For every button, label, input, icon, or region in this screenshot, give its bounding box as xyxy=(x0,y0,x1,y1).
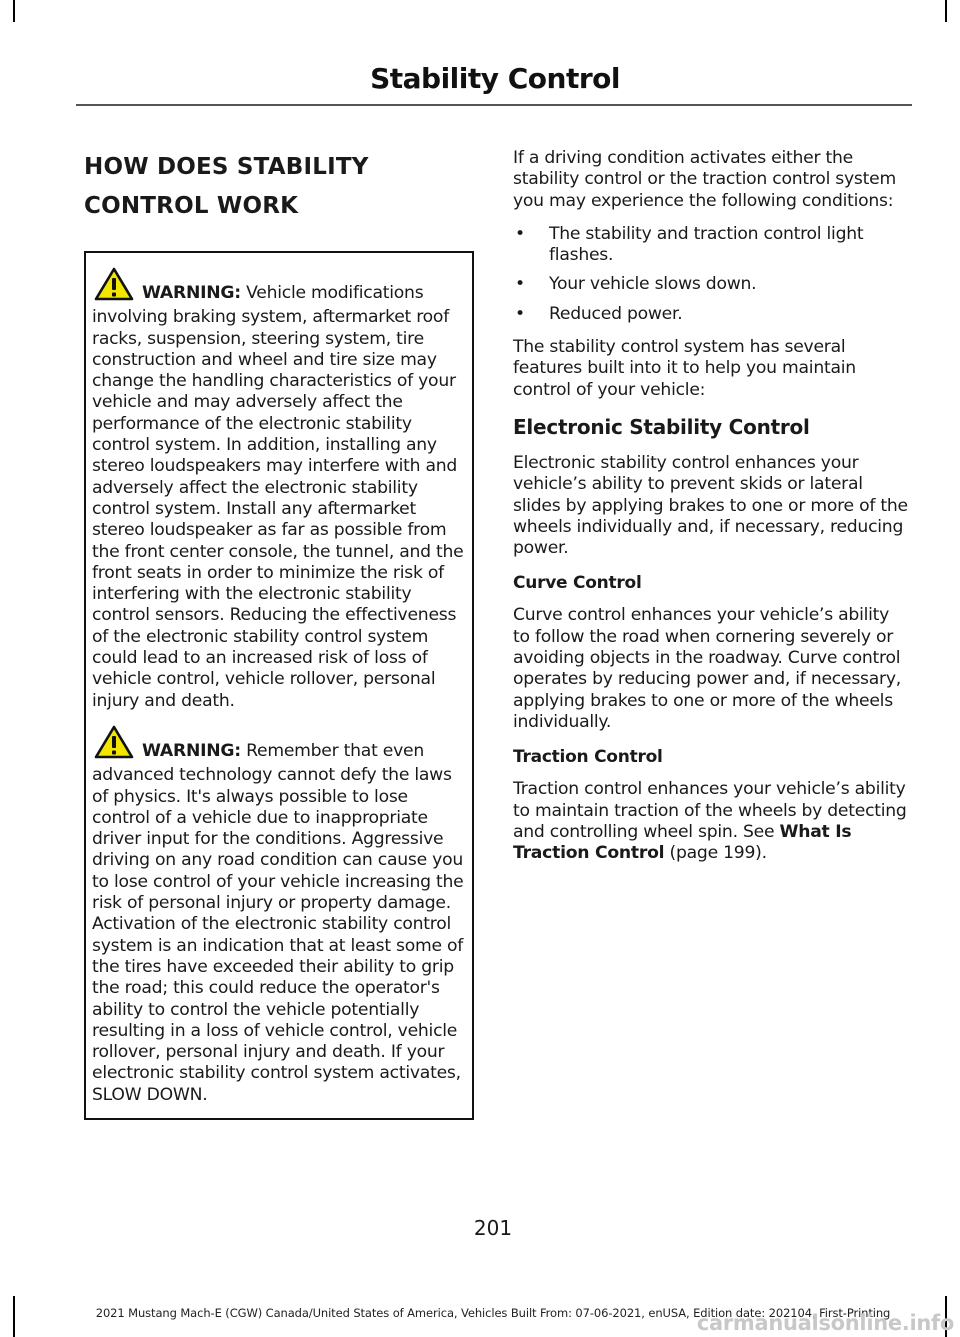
right-column xyxy=(513,148,909,876)
warning-label: WARNING: xyxy=(142,740,241,761)
traction-control-heading: Traction Control xyxy=(513,747,663,768)
section-heading xyxy=(84,148,474,226)
traction-control-link[interactable]: What Is Traction Control xyxy=(513,821,852,864)
esc-paragraph: Electronic stability control enhances your vehicle’s ability to prevent skids or lateral slides by applying brakes to one or more of the wheels individually and, if necessary, reducing power. xyxy=(513,452,908,559)
warning-label: WARNING: xyxy=(142,283,241,303)
section-heading-line-2: CONTROL WORK xyxy=(84,193,299,219)
list-item: • The stability and traction control light flashes. xyxy=(513,224,909,267)
intro-paragraph: If a driving condition activates either the stability control or the traction control system you may experience the following conditions: xyxy=(513,148,896,211)
warning-triangle-icon xyxy=(94,267,134,307)
warning-box xyxy=(84,251,474,1120)
list-item: • Reduced power. xyxy=(513,304,909,325)
warning-paragraph-1 xyxy=(92,267,465,712)
header-divider xyxy=(76,104,912,106)
esc-heading: Electronic Stability Control xyxy=(513,414,810,439)
curve-control-paragraph: Curve control enhances your vehicle’s ability to follow the road when cornering severely or avoiding objects in the roadway. Curve control operates by reducing power and, if necessary, applying brakes to one or more of the wheels individually. xyxy=(513,605,901,732)
warning-text: Vehicle modifications involving braking system, aftermarket roof racks, suspension, steering system, tire construction and wheel and tire size may change the handling characteristics of your vehicle and may adversely affect the performance of the electronic stability control system. In addition, installing any stereo loudspeakers may interfere with and adversely affect the electronic stability control system. Install any aftermarket stereo loudspeaker as far as possible from the front center console, the tunnel, and the front seats in order to minimize the risk of interfering with the electronic stability control sensors. Reducing the effectiveness of the electronic stability control system could lead to an increased risk of loss of vehicle control, vehicle rollover, personal injury and death. xyxy=(92,283,464,711)
traction-control-paragraph xyxy=(513,779,909,864)
traction-control-text: Traction control enhances your vehicle’s ability to maintain traction of the wheels by detecting and controlling wheel spin. See xyxy=(513,779,907,842)
warning-triangle-icon xyxy=(94,725,134,765)
section-heading-line-1: HOW DOES STABILITY xyxy=(84,154,369,180)
curve-control-heading: Curve Control xyxy=(513,573,642,594)
crop-mark-top-left xyxy=(13,0,15,22)
conditions-list xyxy=(513,224,909,325)
warning-text: Remember that even advanced technology cannot defy the laws of physics. It's always possible to lose control of a vehicle due to inappropriate driver input for the conditions. Aggressive driving on any road condition can cause you to lose control of your vehicle increasing the risk of personal injury or property damage. Activation of the electronic stability control system is an indication that at least some of the tires have exceeded their ability to grip the road; this could reduce the operator's ability to control the vehicle potentially resulting in a loss of vehicle control, vehicle rollover, personal injury and death. If your electronic stability control system activates, SLOW DOWN. xyxy=(92,740,464,1105)
footer-edition-info: 2021 Mustang Mach-E (CGW) Canada/United States of America, Vehicles Built From: 07-06-2021, enUSA, Edition date: 202104, First-Printing xyxy=(95,1306,891,1320)
left-column xyxy=(84,148,474,1120)
watermark: carmanualsonline.info xyxy=(696,1311,954,1335)
features-intro-paragraph: The stability control system has several features built into it to help you maintain control of your vehicle: xyxy=(513,337,856,400)
page-header-title: Stability Control xyxy=(370,62,620,95)
list-item: • Your vehicle slows down. xyxy=(513,274,909,295)
page-number: 201 xyxy=(473,1216,513,1240)
crop-mark-top-right xyxy=(945,0,947,22)
page-reference: (page 199). xyxy=(664,843,767,864)
warning-paragraph-2 xyxy=(92,725,465,1106)
